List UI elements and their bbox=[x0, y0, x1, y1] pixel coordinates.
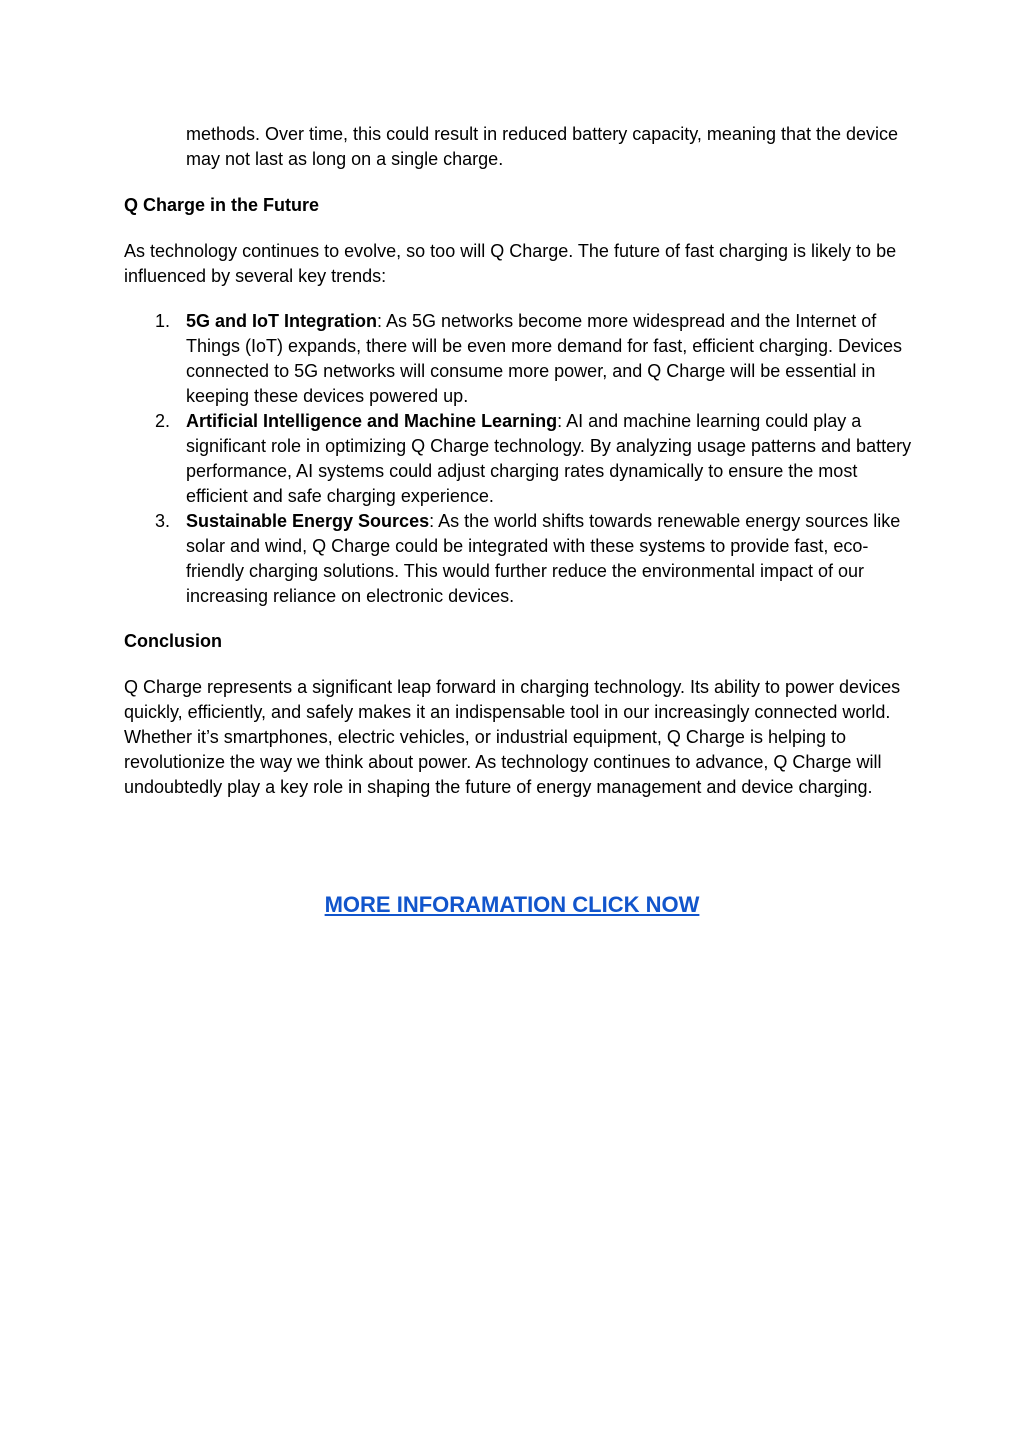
list-item-title: 5G and IoT Integration bbox=[186, 311, 378, 331]
future-heading: Q Charge in the Future bbox=[124, 195, 320, 215]
continuation-paragraph: methods. Over time, this could result in reduced battery capacity, meaning that the device may not last as long on a single charge. bbox=[186, 124, 899, 169]
list-item bbox=[124, 409, 914, 509]
list-item bbox=[124, 309, 914, 409]
list-item-text: : AI and machine learning could play a significant role in optimizing Q Charge technology. By analyzing usage patterns and battery performance, AI systems could adjust charging rates dynamically to ensure the most efficient and safe charging experience. bbox=[186, 411, 912, 506]
list-item-number: 2. bbox=[155, 411, 171, 431]
future-intro-paragraph: As technology continues to evolve, so too will Q Charge. The future of fast charging is likely to be influenced by several key trends: bbox=[124, 241, 897, 286]
list-item-number: 3. bbox=[155, 511, 171, 531]
more-information-link[interactable]: MORE INFORAMATION CLICK NOW bbox=[324, 892, 700, 917]
list-item-number: 1. bbox=[155, 311, 171, 331]
list-item-title: Artificial Intelligence and Machine Learning bbox=[186, 411, 558, 431]
list-item bbox=[124, 509, 914, 609]
conclusion-paragraph: Q Charge represents a significant leap forward in charging technology. Its ability to power devices quickly, efficiently, and safely makes it an indispensable tool in our increasingly connected world. Whether it’s smartphones, electric vehicles, or industrial equipment, Q Charge is helping to revolutionize the way we think about power. As technology continues to advance, Q Charge will undoubtedly play a key role in shaping the future of energy management and device charging. bbox=[124, 677, 901, 797]
list-item-text: : As the world shifts towards renewable energy sources like solar and wind, Q Charge could be integrated with these systems to provide fast, eco-friendly charging solutions. This would further reduce the environmental impact of our increasing reliance on electronic devices. bbox=[186, 511, 901, 606]
conclusion-heading: Conclusion bbox=[124, 631, 222, 651]
list-item-text: : As 5G networks become more widespread and the Internet of Things (IoT) expands, there will be even more demand for fast, efficient charging. Devices connected to 5G networks will consume more power, and Q Charge will be essential in keeping these devices powered up. bbox=[186, 311, 903, 406]
list-item-title: Sustainable Energy Sources bbox=[186, 511, 430, 531]
trends-list bbox=[124, 309, 914, 609]
cta-container bbox=[0, 891, 1024, 919]
